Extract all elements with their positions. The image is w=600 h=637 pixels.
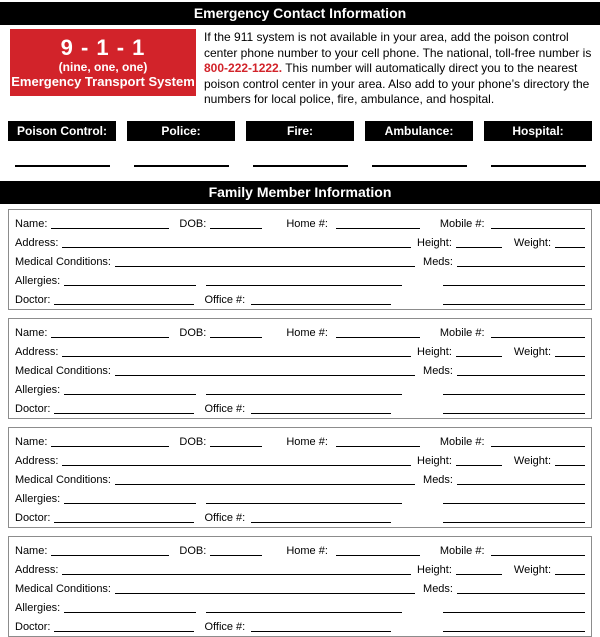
member-row-medical xyxy=(15,250,585,269)
meds-continuation-line[interactable] xyxy=(443,494,585,504)
family-member-block xyxy=(8,209,592,310)
member-row-doctor xyxy=(15,615,585,634)
doctor-label: Doctor: xyxy=(15,293,51,306)
allergies-fill-line[interactable] xyxy=(64,276,196,286)
mobile-phone-label: Mobile #: xyxy=(439,326,485,339)
allergies-continuation-line[interactable] xyxy=(206,603,402,613)
height-label: Height: xyxy=(417,563,452,576)
dob-fill-line[interactable] xyxy=(210,546,262,556)
height-fill-line[interactable] xyxy=(456,238,502,248)
dob-label: DOB: xyxy=(179,217,207,230)
meds-continuation-line[interactable] xyxy=(443,385,585,395)
medical-conditions-label: Medical Conditions: xyxy=(15,364,111,377)
mobile-phone-label: Mobile #: xyxy=(439,435,485,448)
home-phone-fill-line[interactable] xyxy=(336,546,420,556)
office-phone-fill-line[interactable] xyxy=(251,513,391,523)
doctor-label: Doctor: xyxy=(15,620,51,633)
meds-continuation-line-2[interactable] xyxy=(443,404,585,414)
address-label: Address: xyxy=(15,563,59,576)
home-phone-label: Home #: xyxy=(286,326,328,339)
contact-label-chip: Hospital: xyxy=(484,121,592,141)
dob-fill-line[interactable] xyxy=(210,219,262,229)
name-label: Name: xyxy=(15,217,48,230)
address-fill-line[interactable] xyxy=(62,565,411,575)
doctor-label: Doctor: xyxy=(15,511,51,524)
name-label: Name: xyxy=(15,544,48,557)
contact-fill-line[interactable] xyxy=(372,165,467,167)
meds-continuation-line-2[interactable] xyxy=(443,295,585,305)
weight-fill-line[interactable] xyxy=(555,238,585,248)
poison-control-paragraph xyxy=(204,29,592,108)
mobile-phone-fill-line[interactable] xyxy=(491,437,585,447)
emergency-header-bar xyxy=(0,2,600,25)
allergies-fill-line[interactable] xyxy=(64,603,196,613)
contact-fill-line-cell xyxy=(246,165,354,167)
poison-control-phone-number: 800-222-1222. xyxy=(204,61,283,75)
mobile-phone-fill-line[interactable] xyxy=(491,219,585,229)
meds-continuation-line[interactable] xyxy=(443,603,585,613)
member-row-name xyxy=(15,321,585,340)
medical-conditions-fill-line[interactable] xyxy=(115,584,415,594)
allergies-continuation-line[interactable] xyxy=(206,385,402,395)
family-member-block xyxy=(8,427,592,528)
member-row-doctor xyxy=(15,506,585,525)
mobile-phone-fill-line[interactable] xyxy=(491,546,585,556)
dob-label: DOB: xyxy=(179,544,207,557)
medical-conditions-label: Medical Conditions: xyxy=(15,473,111,486)
address-fill-line[interactable] xyxy=(62,238,411,248)
office-phone-fill-line[interactable] xyxy=(251,404,391,414)
doctor-fill-line[interactable] xyxy=(54,622,194,632)
medical-conditions-label: Medical Conditions: xyxy=(15,255,111,268)
name-label: Name: xyxy=(15,326,48,339)
badge-caption: Emergency Transport System xyxy=(11,73,195,89)
allergies-label: Allergies: xyxy=(15,492,61,505)
meds-label: Meds: xyxy=(423,582,453,595)
contact-fill-line[interactable] xyxy=(15,165,110,167)
name-fill-line[interactable] xyxy=(51,219,169,229)
family-header-bar xyxy=(0,181,600,204)
family-member-block xyxy=(8,318,592,419)
office-phone-label: Office #: xyxy=(204,402,246,415)
member-row-address xyxy=(15,231,585,250)
allergies-continuation-line[interactable] xyxy=(206,276,402,286)
meds-fill-line[interactable] xyxy=(457,584,585,594)
contact-label-chip: Police: xyxy=(127,121,235,141)
badge-words: (nine, one, one) xyxy=(58,59,148,74)
office-phone-label: Office #: xyxy=(204,293,246,306)
mobile-phone-label: Mobile #: xyxy=(439,217,485,230)
allergies-fill-line[interactable] xyxy=(64,385,196,395)
allergies-fill-line[interactable] xyxy=(64,494,196,504)
badge-number: 9 - 1 - 1 xyxy=(60,34,146,60)
address-fill-line[interactable] xyxy=(62,456,411,466)
contact-label-chip: Ambulance: xyxy=(365,121,473,141)
height-label: Height: xyxy=(417,454,452,467)
paragraph-text-before: If the 911 system is not available in your area, add the poison control center phone number to your cell phone. The national, toll-free number is xyxy=(204,30,592,60)
member-row-allergies xyxy=(15,378,585,397)
member-row-medical xyxy=(15,468,585,487)
name-fill-line[interactable] xyxy=(51,546,169,556)
member-row-address xyxy=(15,340,585,359)
member-row-medical xyxy=(15,359,585,378)
meds-continuation-line-2[interactable] xyxy=(443,513,585,523)
height-fill-line[interactable] xyxy=(456,565,502,575)
member-row-allergies xyxy=(15,596,585,615)
member-row-name xyxy=(15,212,585,231)
contact-fill-line-cell xyxy=(365,165,473,167)
allergies-label: Allergies: xyxy=(15,601,61,614)
weight-label: Weight: xyxy=(513,563,551,576)
member-row-doctor xyxy=(15,288,585,307)
office-phone-fill-line[interactable] xyxy=(251,622,391,632)
meds-label: Meds: xyxy=(423,255,453,268)
member-row-name xyxy=(15,430,585,449)
member-row-allergies xyxy=(15,269,585,288)
home-phone-fill-line[interactable] xyxy=(336,219,420,229)
home-phone-label: Home #: xyxy=(286,217,328,230)
family-header-title: Family Member Information xyxy=(208,183,392,200)
mobile-phone-label: Mobile #: xyxy=(439,544,485,557)
contact-fill-line-cell xyxy=(484,165,592,167)
address-label: Address: xyxy=(15,454,59,467)
mobile-phone-fill-line[interactable] xyxy=(491,328,585,338)
weight-fill-line[interactable] xyxy=(555,565,585,575)
name-label: Name: xyxy=(15,435,48,448)
member-row-allergies xyxy=(15,487,585,506)
contact-fill-line-cell xyxy=(127,165,235,167)
office-phone-label: Office #: xyxy=(204,511,246,524)
contact-label-chip: Poison Control: xyxy=(8,121,116,141)
doctor-label: Doctor: xyxy=(15,402,51,415)
medical-conditions-fill-line[interactable] xyxy=(115,475,415,485)
address-label: Address: xyxy=(15,236,59,249)
name-fill-line[interactable] xyxy=(51,437,169,447)
contact-fill-lines-row xyxy=(0,165,600,167)
weight-fill-line[interactable] xyxy=(555,347,585,357)
paragraph-text-after: This number will automatically direct you to the nearest poison control center in your area. Also add to your phone’s directory the numbers for local police, fire, ambulance, and hospital. xyxy=(204,61,590,106)
dob-label: DOB: xyxy=(179,326,207,339)
contact-labels-row xyxy=(0,121,600,141)
weight-fill-line[interactable] xyxy=(555,456,585,466)
address-fill-line[interactable] xyxy=(62,347,411,357)
height-label: Height: xyxy=(417,236,452,249)
member-row-doctor xyxy=(15,397,585,416)
medical-conditions-label: Medical Conditions: xyxy=(15,582,111,595)
document-page xyxy=(0,2,600,637)
emergency-header-title: Emergency Contact Information xyxy=(193,5,407,21)
meds-fill-line[interactable] xyxy=(457,366,585,376)
dob-fill-line[interactable] xyxy=(210,328,262,338)
height-fill-line[interactable] xyxy=(456,347,502,357)
dob-fill-line[interactable] xyxy=(210,437,262,447)
member-row-address xyxy=(15,558,585,577)
home-phone-label: Home #: xyxy=(286,544,328,557)
family-member-block xyxy=(8,536,592,637)
doctor-fill-line[interactable] xyxy=(54,404,194,414)
weight-label: Weight: xyxy=(513,345,551,358)
doctor-fill-line[interactable] xyxy=(54,513,194,523)
emergency-info-section xyxy=(0,25,600,108)
member-row-name xyxy=(15,539,585,558)
meds-fill-line[interactable] xyxy=(457,475,585,485)
weight-label: Weight: xyxy=(513,454,551,467)
name-fill-line[interactable] xyxy=(51,328,169,338)
home-phone-fill-line[interactable] xyxy=(336,437,420,447)
medical-conditions-fill-line[interactable] xyxy=(115,257,415,267)
meds-label: Meds: xyxy=(423,364,453,377)
contact-fill-line-cell xyxy=(8,165,116,167)
doctor-fill-line[interactable] xyxy=(54,295,194,305)
meds-continuation-line-2[interactable] xyxy=(443,622,585,632)
meds-continuation-line[interactable] xyxy=(443,276,585,286)
allergies-continuation-line[interactable] xyxy=(206,494,402,504)
contact-label-chip: Fire: xyxy=(246,121,354,141)
medical-conditions-fill-line[interactable] xyxy=(115,366,415,376)
office-phone-label: Office #: xyxy=(204,620,246,633)
contact-fill-line[interactable] xyxy=(253,165,348,167)
contact-fill-line[interactable] xyxy=(491,165,586,167)
weight-label: Weight: xyxy=(513,236,551,249)
home-phone-fill-line[interactable] xyxy=(336,328,420,338)
meds-label: Meds: xyxy=(423,473,453,486)
dob-label: DOB: xyxy=(179,435,207,448)
home-phone-label: Home #: xyxy=(286,435,328,448)
allergies-label: Allergies: xyxy=(15,274,61,287)
member-row-medical xyxy=(15,577,585,596)
emergency-911-badge xyxy=(10,29,196,96)
member-row-address xyxy=(15,449,585,468)
height-label: Height: xyxy=(417,345,452,358)
meds-fill-line[interactable] xyxy=(457,257,585,267)
address-label: Address: xyxy=(15,345,59,358)
allergies-label: Allergies: xyxy=(15,383,61,396)
height-fill-line[interactable] xyxy=(456,456,502,466)
family-members xyxy=(0,204,600,637)
office-phone-fill-line[interactable] xyxy=(251,295,391,305)
contact-fill-line[interactable] xyxy=(134,165,229,167)
